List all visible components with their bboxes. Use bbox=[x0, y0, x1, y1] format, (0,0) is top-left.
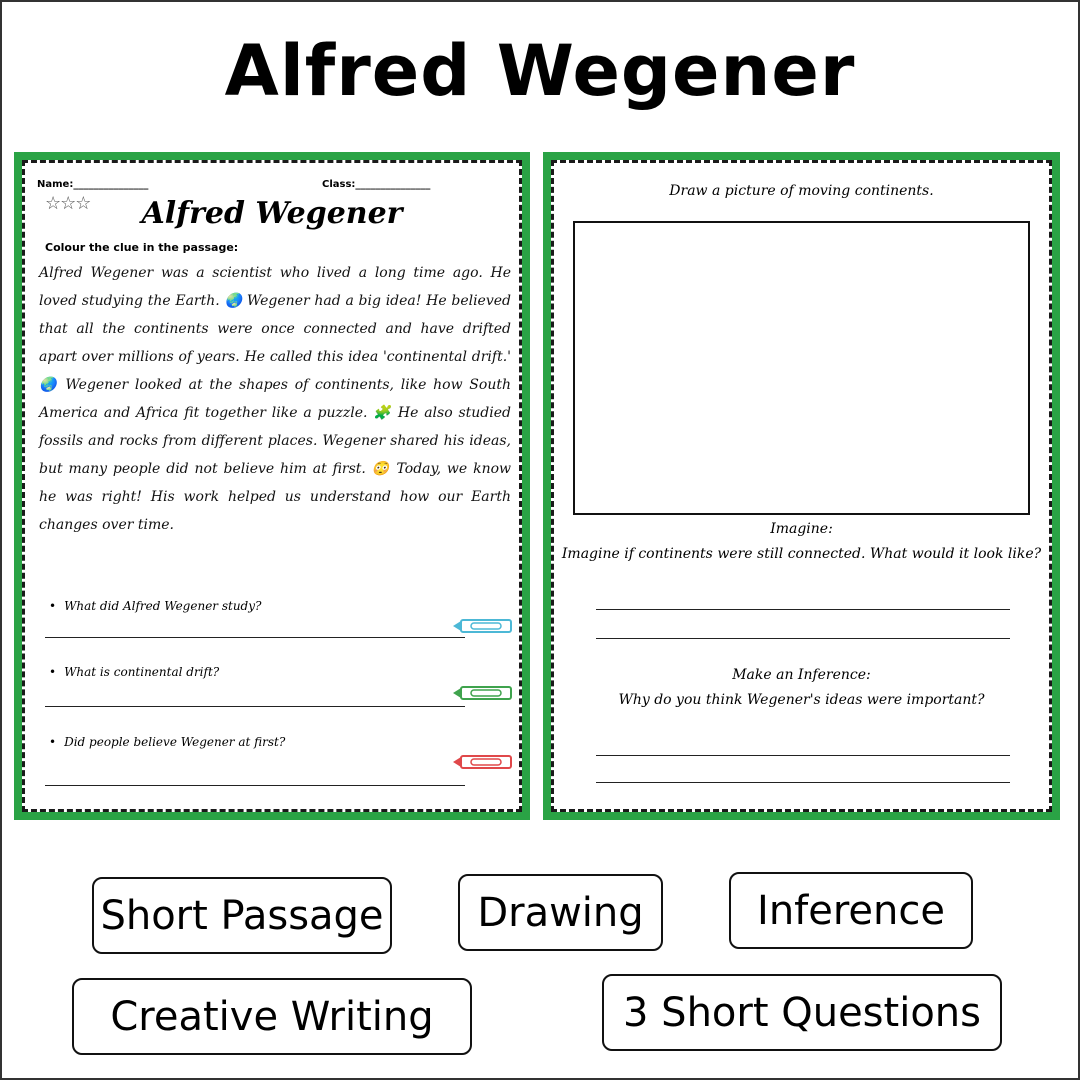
worksheet-title: Alfred Wegener bbox=[141, 196, 403, 231]
draw-prompt: Draw a picture of moving continents. bbox=[669, 183, 934, 199]
question-1: • What did Alfred Wegener study? bbox=[49, 599, 261, 613]
question-2: • What is continental drift? bbox=[49, 665, 219, 679]
tag-creative-writing: Creative Writing bbox=[72, 978, 472, 1055]
answer-line-3 bbox=[45, 785, 465, 786]
writing-line bbox=[596, 609, 1010, 610]
crayon-red-icon bbox=[453, 754, 513, 770]
answer-line-1 bbox=[45, 637, 465, 638]
question-3: • Did people believe Wegener at first? bbox=[49, 735, 285, 749]
tag-drawing: Drawing bbox=[458, 874, 663, 951]
inference-prompt: Why do you think Wegener's ideas were important? bbox=[618, 692, 985, 708]
imagine-heading: Imagine: bbox=[770, 521, 833, 537]
tag-short-passage: Short Passage bbox=[92, 877, 392, 954]
page-title: Alfred Wegener bbox=[224, 30, 856, 112]
writing-line bbox=[596, 755, 1010, 756]
drawing-box bbox=[573, 221, 1030, 515]
worksheet-preview-passage bbox=[14, 152, 530, 820]
worksheet-page bbox=[22, 160, 522, 812]
imagine-prompt: Imagine if continents were still connected. What would it look like? bbox=[561, 546, 1042, 562]
crayon-blue-icon bbox=[453, 618, 513, 634]
worksheet-preview-activities bbox=[543, 152, 1060, 820]
answer-line-2 bbox=[45, 706, 465, 707]
class-field-label: Class:_______________ bbox=[322, 179, 431, 190]
tag-3-short-questions: 3 Short Questions bbox=[602, 974, 1002, 1051]
worksheet-page bbox=[551, 160, 1052, 812]
writing-line bbox=[596, 782, 1010, 783]
tag-inference: Inference bbox=[729, 872, 973, 949]
reading-passage: Alfred Wegener was a scientist who lived a long time ago. He loved studying the Earth. 🌏 Wegener had a big idea! He believed that all the continents were once connected and have drifted apart over millions of years. He called this idea 'continental drift.' 🌏 Wegener looked at the shapes of continents, like how South America and Africa fit together like a puzzle. 🧩 He also studied fossils and rocks from different places. Wegener shared his ideas, but many people did not believe him at first. 😳 Today, we know he was right! His work helped us understand how our Earth changes over time. bbox=[39, 265, 511, 533]
crayon-green-icon bbox=[453, 685, 513, 701]
rating-stars-icon: ☆☆☆ bbox=[45, 193, 91, 214]
instruction-text: Colour the clue in the passage: bbox=[45, 241, 239, 254]
writing-line bbox=[596, 638, 1010, 639]
name-field-label: Name:_______________ bbox=[37, 179, 149, 190]
inference-heading: Make an Inference: bbox=[732, 667, 871, 683]
